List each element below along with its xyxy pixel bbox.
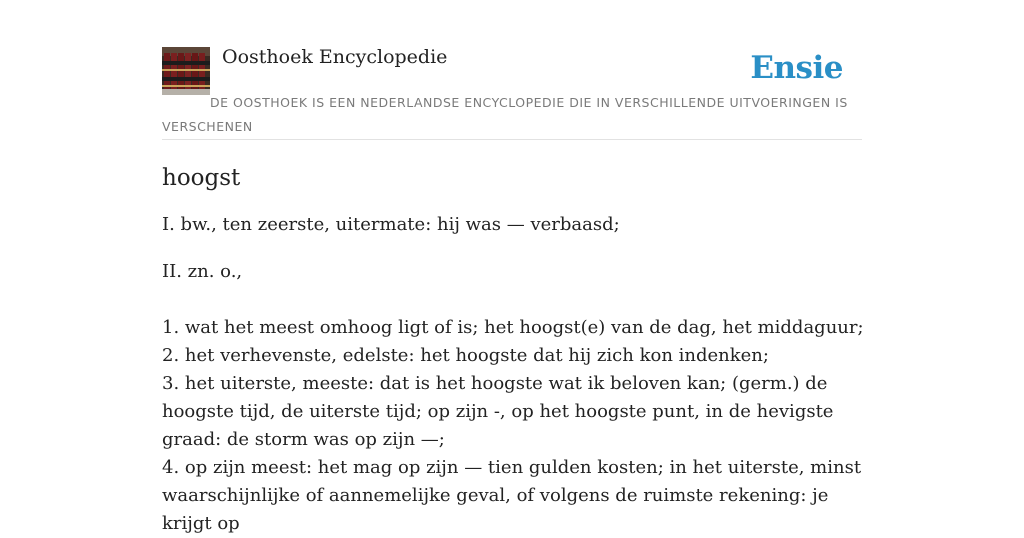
site-header bbox=[162, 40, 862, 140]
site-tagline: DE OOSTHOEK IS EEN NEDERLANDSE ENCYCLOPEDIE DIE IN VERSCHILLENDE UITVOERINGEN IS VERSCHENEN bbox=[162, 95, 848, 134]
site-avatar[interactable] bbox=[162, 47, 210, 95]
definition-item: 1. wat het meest omhoog ligt of is; het hoogst(e) van de dag, het middaguur; bbox=[162, 317, 864, 338]
definition-item: 2. het verhevenste, edelste: het hoogste dat hij zich kon indenken; bbox=[162, 345, 769, 366]
header-divider bbox=[162, 139, 862, 140]
entry-headword: hoogst bbox=[162, 165, 241, 191]
definition-item: 3. het uiterste, meeste: dat is het hoogste wat ik beloven kan; (germ.) de hoogste tijd, de uiterste tijd; op zijn -, op het hoogste punt, in de hevigste graad: de storm was op zijn —; bbox=[162, 373, 834, 450]
site-title-link[interactable]: Oosthoek Encyclopedie bbox=[222, 46, 448, 68]
entry-content bbox=[162, 160, 867, 538]
definition-list bbox=[162, 314, 867, 538]
ensie-logo[interactable]: Ensie bbox=[750, 50, 843, 86]
sense-noun: II. zn. o., bbox=[162, 261, 243, 282]
encyclopedia-books-icon bbox=[162, 47, 210, 95]
sense-adverb: I. bw., ten zeerste, uitermate: hij was — verbaasd; bbox=[162, 214, 620, 235]
definition-item: 4. op zijn meest: het mag op zijn — tien gulden kosten; in het uiterste, minst waarschijnlijke of aannemelijke geval, of volgens de ruimste rekening: je krijgt op bbox=[162, 457, 862, 534]
